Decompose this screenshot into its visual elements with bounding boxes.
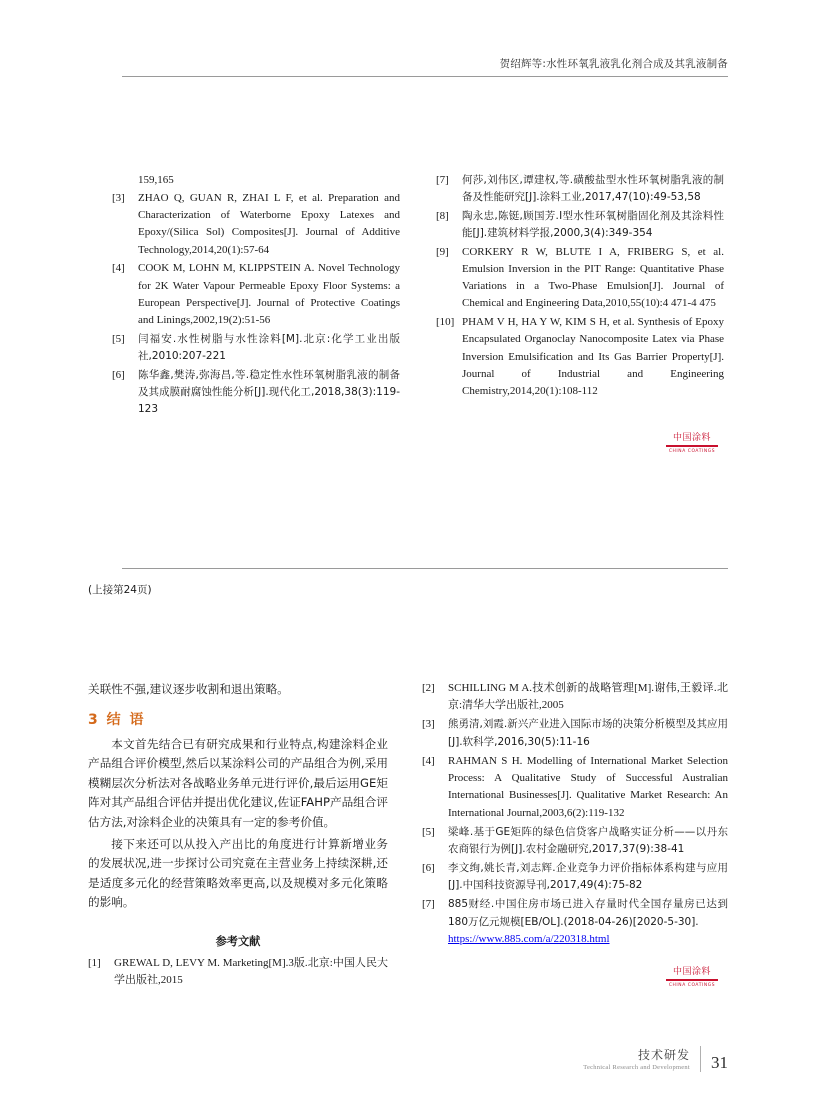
reference-item	[436, 244, 724, 313]
reference-item	[422, 753, 728, 823]
logo-rule	[666, 979, 718, 981]
reference-text: 梁峰.基于GE矩阵的绿色信贷客户战略实证分析——以丹东农商银行为例[J].农村金融研究,2017,37(9):38-41	[448, 825, 728, 856]
body-paragraph: 本文首先结合已有研究成果和行业特点,构建涂料企业产品组合评价模型,然后以某涂料公司的产品组合为例,采用模糊层次分析法对各战略业务单元进行评价,最后运用GE矩阵对其产品组合评估并提出优化建议,佐证FAHP产品组合评估方法,对涂料企业的决策具有一定的参考价值。	[88, 736, 388, 829]
reference-item	[422, 716, 728, 751]
page-number: 31	[711, 1053, 728, 1072]
reference-number: [5]	[112, 332, 125, 345]
reference-number: [1]	[88, 956, 101, 969]
running-head: 贺绍辉等:水性环氧乳液乳化剂合成及其乳液制备	[499, 58, 728, 70]
reference-text: CORKERY R W, BLUTE I A, FRIBERG S, et al. Emulsion Inversion in the PIT Range: Quantitative Phase Variations in a Two-Phase Emulsion[J]. Journal of Chemical and Engineering Data,2010,55(10):4 471-4 475	[462, 245, 724, 310]
page-footer	[583, 1046, 728, 1073]
reference-text: 李文绚,姚长青,刘志辉.企业竞争力评价指标体系构建与应用[J].中国科技资源导刊,2017,49(4):75-82	[448, 862, 728, 892]
reference-item	[422, 824, 728, 859]
reference-number: [5]	[422, 825, 435, 838]
reference-number: [2]	[422, 682, 435, 694]
reference-number: [4]	[112, 262, 125, 275]
reference-item	[112, 367, 400, 419]
reference-item	[112, 260, 400, 329]
reference-number: [3]	[422, 718, 435, 731]
reference-number: [6]	[422, 862, 435, 875]
reference-item	[112, 190, 400, 259]
reference-text: RAHMAN S H. Modelling of International Market Selection Process: A Qualitative Study of Successful Australian International Businesses[J]. Qualitative Market Research: An International Journal,2003,6(2):119-132	[448, 754, 728, 819]
reference-item	[422, 860, 728, 895]
top-right-column	[436, 172, 724, 420]
reference-item	[112, 331, 400, 365]
reference-text: 何莎,刘伟区,谭建权,等.磺酸盐型水性环氧树脂乳液的制备及性能研究[J].涂料工业,2017,47(10):49-53,58	[462, 174, 724, 204]
reference-text: COOK M, LOHN M, KLIPPSTEIN A. Novel Technology for 2K Water Vapour Permeable Epoxy Floor Systems: a European Perspective[J]. Journal of Protective Coatings and Linings,2002,19(2):51-56	[138, 262, 400, 326]
reference-text: GREWAL D, LEVY M. Marketing[M].3版.北京:中国人民大学出版社,2015	[114, 956, 388, 987]
reference-number: [3]	[112, 192, 125, 204]
reference-item	[436, 172, 724, 206]
reference-text: 陶永忠,陈铤,顾国芳.Ⅰ型水性环氧树脂固化剂及其涂料性能[J].建筑材料学报,2000,3(4):349-354	[462, 209, 724, 240]
china-coatings-logo	[664, 432, 720, 458]
continued-from-note: (上接第24页)	[88, 584, 152, 596]
lower-article	[88, 680, 728, 991]
reference-list-heading: 参考文献	[215, 934, 261, 948]
reference-text: 熊勇清,刘霞.新兴产业进入国际市场的决策分析模型及其应用[J].软科学,2016,30(5):11-16	[448, 718, 728, 748]
logo-chinese-text: 中国涂料	[672, 967, 711, 977]
reference-text: 闫福安.水性树脂与水性涂料[M].北京:化学工业出版社,2010:207-221	[138, 332, 400, 362]
top-left-column	[112, 172, 400, 420]
reference-url-link[interactable]: https://www.885.com/a/220318.html	[448, 933, 610, 946]
reference-text: 885财经.中国住房市场已进入存量时代全国存量房已达到180万亿元规模[EB/OL].(2018-04-26)[2020-5-30].	[448, 898, 728, 928]
logo-chinese-text: 中国涂料	[672, 433, 711, 443]
reference-number: [7]	[436, 174, 449, 186]
section-heading-conclusion: 3 结 语	[88, 711, 146, 728]
footer-category	[583, 1048, 690, 1073]
orphan-reference-line: 159,165	[138, 174, 174, 186]
reference-text: SCHILLING M A.技术创新的战略管理[M].谢伟,王毅译.北京:清华大学出版社,2005	[448, 682, 728, 712]
reference-item	[422, 896, 728, 948]
logo-rule	[666, 445, 718, 447]
lower-right-column	[422, 680, 728, 991]
reference-item	[88, 955, 388, 990]
reference-number: [4]	[422, 754, 435, 767]
lower-left-column	[88, 680, 388, 991]
article-divider-rule	[122, 568, 728, 569]
reference-item	[436, 208, 724, 242]
reference-number: [8]	[436, 209, 449, 222]
lead-paragraph: 关联性不强,建议逐步收割和退出策略。	[88, 682, 289, 696]
top-reference-block	[112, 172, 724, 420]
reference-text: PHAM V H, HA Y W, KIM S H, et al. Synthesis of Epoxy Encapsulated Organoclay Nanocomposite Latex via Phase Inversion Emulsification and Its Gas Barrier Property[J]. Journal of Industrial and Engineering Chemistry,2014,20(1):108-112	[462, 316, 724, 397]
reference-number: [7]	[422, 898, 435, 911]
reference-number: [6]	[112, 368, 125, 381]
footer-category-english: Technical Research and Development	[583, 1064, 690, 1071]
reference-item	[422, 680, 728, 715]
reference-number: [9]	[436, 245, 449, 258]
footer-divider	[700, 1046, 701, 1072]
reference-text: ZHAO Q, GUAN R, ZHAI L F, et al. Preparation and Characterization of Waterborne Epoxy Latexes and Epoxy/(Silica Sol) Composites[J]. Journal of Additive Technology,2014,20(1):57-64	[138, 192, 400, 256]
reference-text: 陈华鑫,樊涛,弥海昌,等.稳定性水性环氧树脂乳液的制备及其成膜耐腐蚀性能分析[J].现代化工,2018,38(3):119-123	[138, 368, 400, 415]
body-paragraph: 接下来还可以从投入产出比的角度进行计算新增业务的发展状况,进一步探讨公司究竟在主营业务上持续深耕,还是适度多元化的经营策略效率更高,以及规模对多元化策略的影响。	[88, 836, 388, 910]
china-coatings-logo	[664, 966, 720, 992]
reference-number: [10]	[436, 316, 455, 329]
footer-category-chinese: 技术研发	[637, 1048, 690, 1062]
logo-english-text: CHINA COATINGS	[668, 449, 716, 455]
running-head-rule	[122, 76, 728, 77]
reference-item	[436, 314, 724, 400]
logo-english-text: CHINA COATINGS	[668, 983, 716, 989]
